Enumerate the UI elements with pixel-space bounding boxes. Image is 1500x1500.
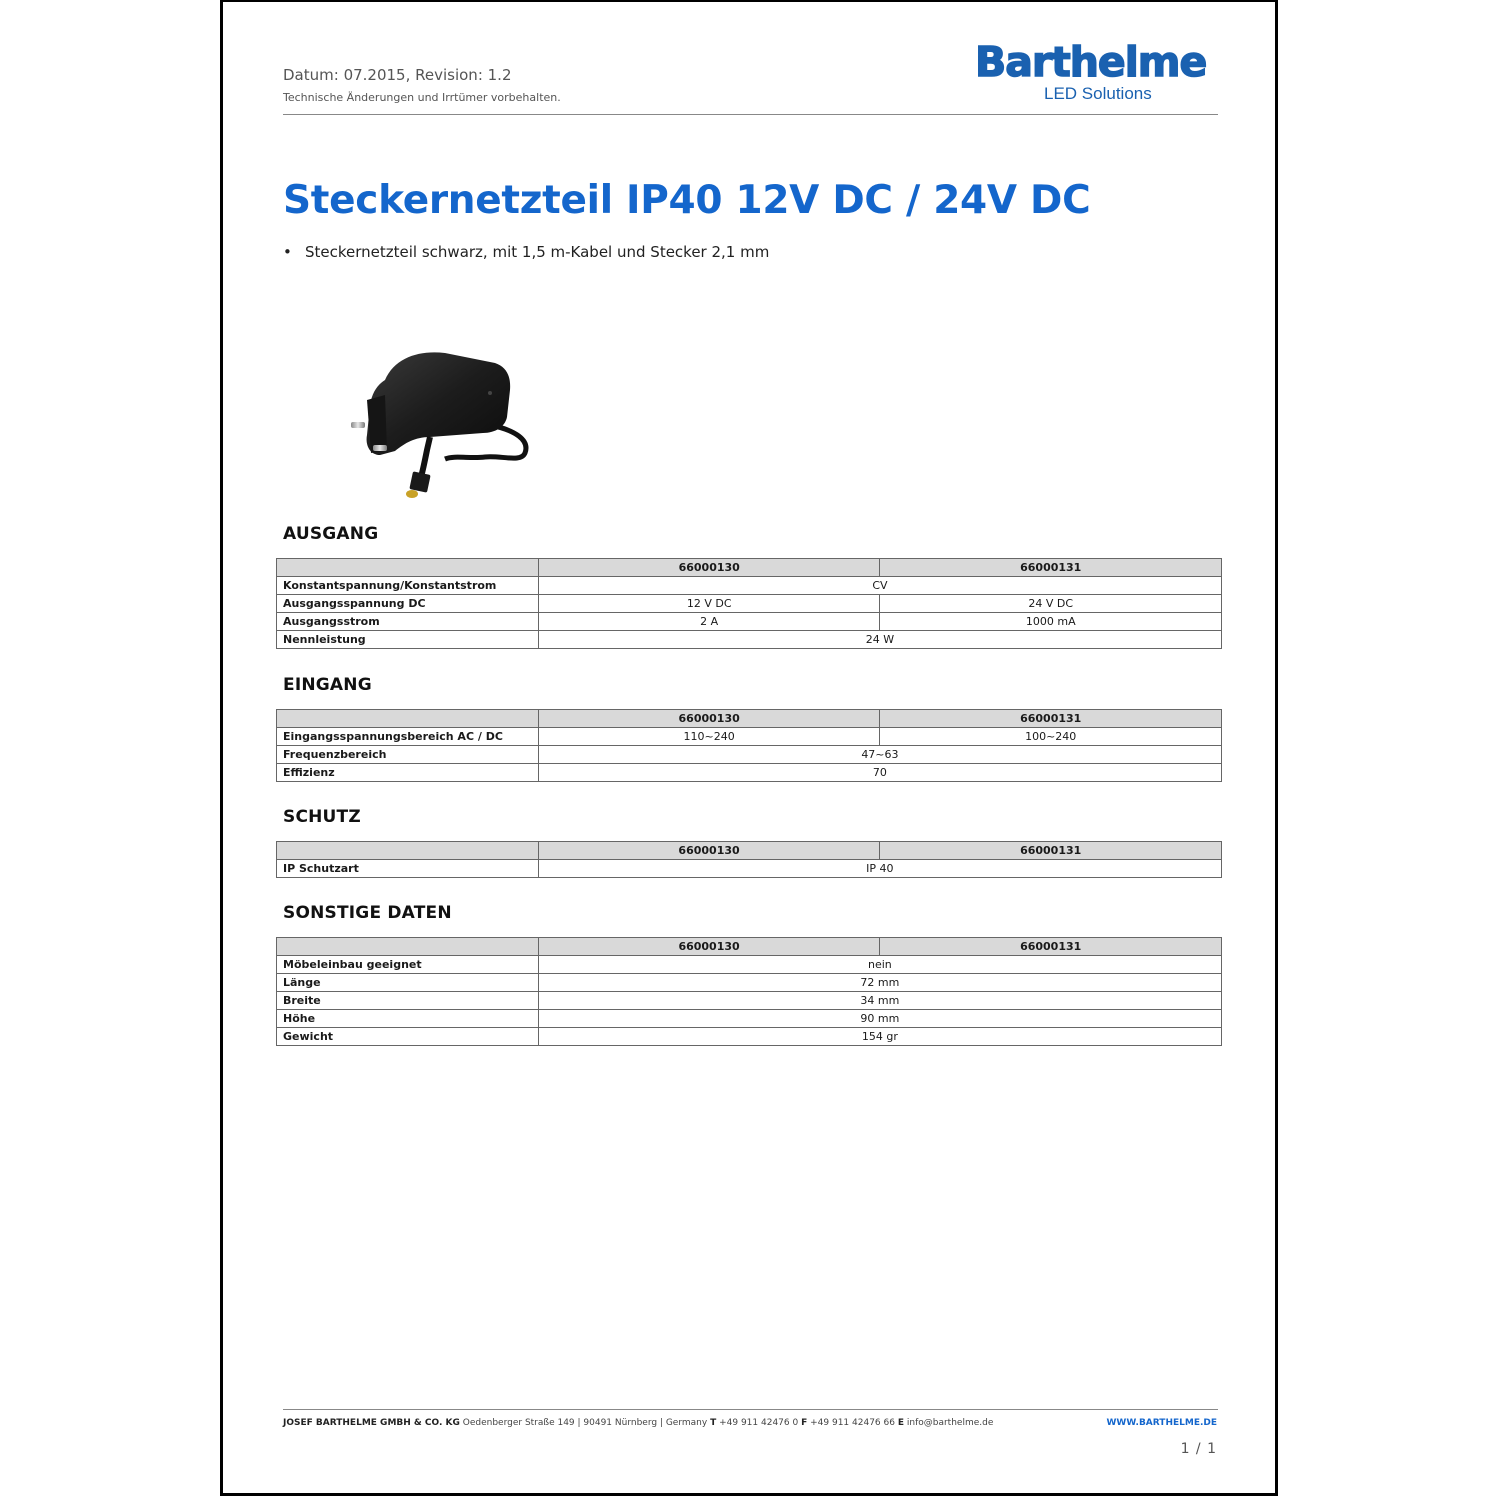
row-value: nein bbox=[538, 956, 1221, 974]
header-col-66000131: 66000131 bbox=[880, 559, 1222, 577]
feature-bullet-text: Steckernetzteil schwarz, mit 1,5 m-Kabel und Stecker 2,1 mm bbox=[305, 243, 770, 261]
footer-divider bbox=[283, 1409, 1218, 1410]
header-empty bbox=[277, 938, 539, 956]
table-row bbox=[277, 613, 1222, 631]
row-value: 72 mm bbox=[538, 974, 1221, 992]
header-empty bbox=[277, 559, 539, 577]
table-row bbox=[277, 1010, 1222, 1028]
table-row bbox=[277, 728, 1222, 746]
revision-date: Datum: 07.2015, Revision: 1.2 bbox=[283, 66, 512, 84]
disclaimer-note: Technische Änderungen und Irrtümer vorbehalten. bbox=[283, 91, 561, 104]
row-label: Ausgangsstrom bbox=[277, 613, 539, 631]
footer-address: Oedenberger Straße 149 | 90491 Nürnberg | Germany bbox=[462, 1418, 708, 1428]
feature-bullet bbox=[283, 243, 769, 261]
row-value: IP 40 bbox=[538, 860, 1221, 878]
table-row bbox=[277, 577, 1222, 595]
row-label: Frequenzbereich bbox=[277, 746, 539, 764]
table-header-row bbox=[277, 842, 1222, 860]
row-value: 70 bbox=[538, 764, 1221, 782]
table-row bbox=[277, 974, 1222, 992]
row-label: Ausgangsspannung DC bbox=[277, 595, 539, 613]
row-label: Höhe bbox=[277, 1010, 539, 1028]
header-col-66000130: 66000130 bbox=[538, 938, 880, 956]
row-value-66000130: 2 A bbox=[538, 613, 880, 631]
row-value-66000131: 24 V DC bbox=[880, 595, 1222, 613]
header-empty bbox=[277, 842, 539, 860]
footer-website-link[interactable]: WWW.BARTHELME.DE bbox=[1106, 1418, 1217, 1428]
table-schutz bbox=[276, 841, 1222, 878]
row-label: Möbeleinbau geeignet bbox=[277, 956, 539, 974]
bullet-dot: • bbox=[283, 243, 292, 261]
row-value: 47~63 bbox=[538, 746, 1221, 764]
row-value: 34 mm bbox=[538, 992, 1221, 1010]
power-adapter-image bbox=[345, 345, 535, 505]
table-header-row bbox=[277, 938, 1222, 956]
section-heading-schutz: SCHUTZ bbox=[283, 807, 361, 827]
table-row bbox=[277, 746, 1222, 764]
header-col-66000131: 66000131 bbox=[880, 842, 1222, 860]
table-row bbox=[277, 595, 1222, 613]
footer-email: info@barthelme.de bbox=[906, 1418, 994, 1428]
table-row bbox=[277, 860, 1222, 878]
row-value: 24 W bbox=[538, 631, 1221, 649]
row-label: Konstantspannung/Konstantstrom bbox=[277, 577, 539, 595]
table-eingang bbox=[276, 709, 1222, 782]
table-ausgang bbox=[276, 558, 1222, 649]
row-label: Gewicht bbox=[277, 1028, 539, 1046]
header-col-66000131: 66000131 bbox=[880, 710, 1222, 728]
section-heading-sonstige-daten: SONSTIGE DATEN bbox=[283, 903, 452, 923]
logo-tagline: LED Solutions bbox=[1044, 84, 1152, 103]
footer-fax-label: F bbox=[801, 1418, 808, 1428]
row-value-66000131: 1000 mA bbox=[880, 613, 1222, 631]
table-row bbox=[277, 631, 1222, 649]
footer-email-label: E bbox=[897, 1418, 904, 1428]
table-header-row bbox=[277, 710, 1222, 728]
table-row bbox=[277, 1028, 1222, 1046]
page-number: 1 / 1 bbox=[1180, 1441, 1217, 1457]
row-value: 90 mm bbox=[538, 1010, 1221, 1028]
row-value-66000130: 12 V DC bbox=[538, 595, 880, 613]
section-heading-eingang: EINGANG bbox=[283, 675, 372, 695]
row-value-66000130: 110~240 bbox=[538, 728, 880, 746]
row-label: IP Schutzart bbox=[277, 860, 539, 878]
table-row bbox=[277, 992, 1222, 1010]
row-label: Länge bbox=[277, 974, 539, 992]
header-col-66000130: 66000130 bbox=[538, 710, 880, 728]
row-value: 154 gr bbox=[538, 1028, 1221, 1046]
page-title: Steckernetzteil IP40 12V DC / 24V DC bbox=[283, 178, 1091, 223]
footer-phone-label: T bbox=[710, 1418, 717, 1428]
footer-company-name: JOSEF BARTHELME GMBH & CO. KG bbox=[283, 1418, 460, 1428]
row-label: Effizienz bbox=[277, 764, 539, 782]
table-row bbox=[277, 956, 1222, 974]
header-empty bbox=[277, 710, 539, 728]
table-sonstige-daten bbox=[276, 937, 1222, 1046]
row-value: CV bbox=[538, 577, 1221, 595]
logo-brand-text: Barthelme bbox=[975, 38, 1207, 86]
header-col-66000130: 66000130 bbox=[538, 559, 880, 577]
header-divider bbox=[283, 114, 1218, 115]
footer-phone: +49 911 42476 0 bbox=[719, 1418, 799, 1428]
section-heading-ausgang: AUSGANG bbox=[283, 524, 379, 544]
row-value-66000131: 100~240 bbox=[880, 728, 1222, 746]
table-header-row bbox=[277, 559, 1222, 577]
header-col-66000131: 66000131 bbox=[880, 938, 1222, 956]
footer-company-info bbox=[283, 1418, 993, 1428]
header-col-66000130: 66000130 bbox=[538, 842, 880, 860]
footer-fax: +49 911 42476 66 bbox=[810, 1418, 895, 1428]
barthelme-logo bbox=[975, 38, 1220, 108]
table-row bbox=[277, 764, 1222, 782]
row-label: Eingangsspannungsbereich AC / DC bbox=[277, 728, 539, 746]
row-label: Breite bbox=[277, 992, 539, 1010]
row-label: Nennleistung bbox=[277, 631, 539, 649]
